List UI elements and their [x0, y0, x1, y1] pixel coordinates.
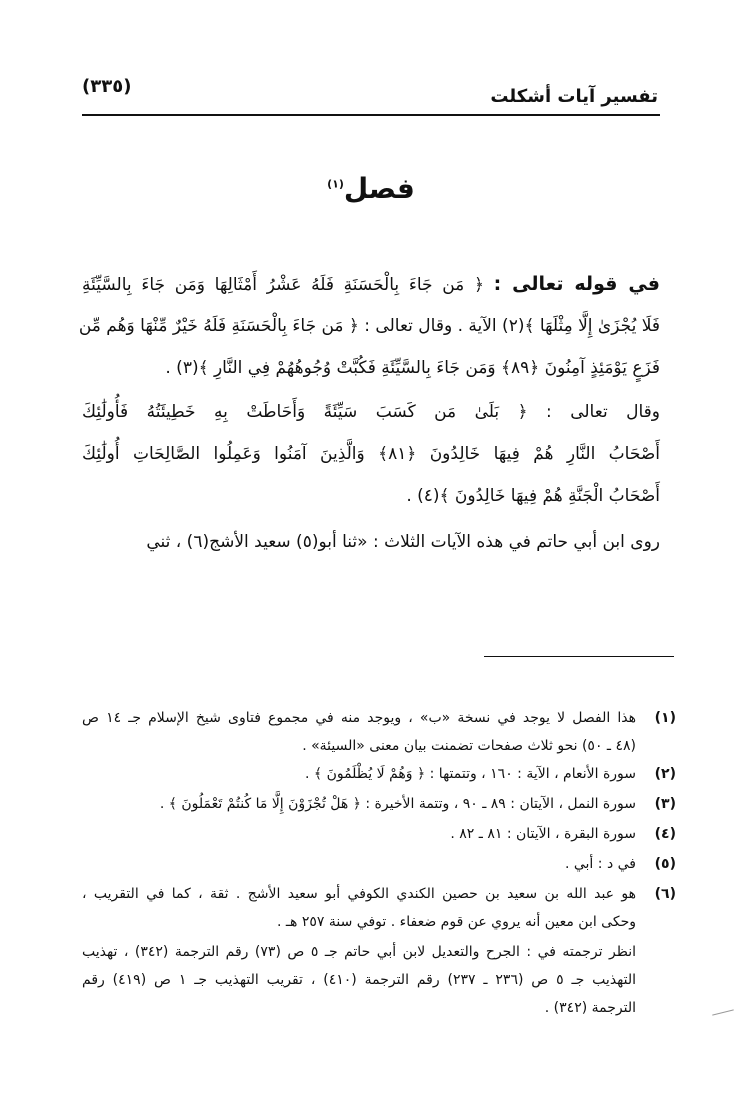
scan-mark — [712, 1009, 734, 1015]
section-heading — [0, 172, 742, 205]
footnote-1 — [82, 706, 676, 730]
section-footnote-ref: (١) — [327, 177, 344, 191]
footnote-text: هو عبد الله بن سعيد بن حصين الكندي الكوفي أبو سعيد الأشج . ثقة ، كما في التقريب ، — [82, 886, 636, 902]
page-number: (٣٣٥) — [82, 76, 132, 97]
body-line-1-text: ﴿ مَن جَاءَ بِالْحَسَنَةِ فَلَهُ عَشْرُ أَمْثَالِهَا وَمَن جَاءَ بِالسَّيِّئَةِ — [82, 275, 484, 295]
running-title: تفسير آيات أشكلت — [490, 86, 658, 107]
header-divider — [82, 114, 660, 116]
body-line-6: أَصْحَابُ الْجَنَّةِ هُمْ فِيهَا خَالِدُونَ ﴾(٤) . — [406, 486, 660, 506]
footnote-text: في د : أبي . — [564, 856, 636, 872]
footnote-6 — [82, 882, 676, 906]
footnote-3 — [82, 792, 676, 816]
footnote-6-cont-3: التهذيب جـ ٥ ص (٢٣٦ ـ ٢٣٧) رقم الترجمة (٤١٠) ، تقريب التهذيب جـ ١ ص (٤١٩) رقم — [82, 972, 636, 988]
footnote-2 — [82, 762, 676, 786]
section-heading-text: فصل — [343, 172, 415, 205]
footnote-number: (٥) — [654, 856, 676, 872]
footnote-text: هذا الفصل لا يوجد في نسخة «ب» ، ويوجد منه في مجموع فتاوى شيخ الإسلام جـ ١٤ ص — [82, 710, 636, 726]
footnote-divider — [484, 656, 674, 657]
footnote-6-cont-4: الترجمة (٣٤٢) . — [544, 1000, 636, 1016]
body-line-4: وقال تعالى : ﴿ بَلَىٰ مَن كَسَبَ سَيِّئَةً وَأَحَاطَتْ بِهِ خَطِيئَتُهُ فَأُولَٰئِكَ — [82, 402, 660, 422]
body-line-1 — [82, 270, 660, 299]
footnote-text: سورة الأنعام ، الآية : ١٦٠ ، وتتمتها : ﴿ وَهُمْ لَا يُظْلَمُونَ ﴾ . — [305, 766, 636, 782]
footnote-5 — [82, 852, 676, 876]
footnote-number: (٣) — [654, 796, 676, 812]
footnote-text: سورة النمل ، الآيتان : ٨٩ ـ ٩٠ ، وتتمة الأخيرة : ﴿ هَلْ تُجْزَوْنَ إِلَّا مَا كُنتُمْ تَعْمَلُونَ ﴾ . — [159, 796, 636, 812]
body-line-2: فَلَا يُجْزَىٰ إِلَّا مِثْلَهَا ﴾(٢) الآية . وقال تعالى : ﴿ مَن جَاءَ بِالْحَسَنَةِ فَلَهُ خَيْرٌ مِّنْهَا وَهُم مِّن — [78, 316, 660, 336]
body-line-3: فَزَعٍ يَوْمَئِذٍ آمِنُونَ ﴿٨٩﴾ وَمَن جَاءَ بِالسَّيِّئَةِ فَكُبَّتْ وُجُوهُهُمْ فِي النَّارِ ﴾(٣) . — [165, 358, 660, 378]
lead-in: في قوله تعالى : — [493, 273, 660, 295]
footnote-4 — [82, 822, 676, 846]
footnote-number: (٤) — [654, 826, 676, 842]
footnote-6-cont-1: وحكى ابن معين أنه يروي عن قوم ضعفاء . توفي سنة ٢٥٧ هـ . — [277, 914, 636, 930]
footnote-text: سورة البقرة ، الآيتان : ٨١ ـ ٨٢ . — [450, 826, 636, 842]
footnote-1-cont: (٤٨ ـ ٥٠) نحو ثلاث صفحات تضمنت بيان معنى «السيئة» . — [302, 738, 636, 754]
body-line-7: روى ابن أبي حاتم في هذه الآيات الثلاث : «ثنا أبو(٥) سعيد الأشج(٦) ، ثني — [146, 532, 660, 552]
footnote-number: (٢) — [654, 766, 676, 782]
footnote-number: (١) — [654, 710, 676, 726]
body-line-5: أَصْحَابُ النَّارِ هُمْ فِيهَا خَالِدُونَ ﴿٨١﴾ وَالَّذِينَ آمَنُوا وَعَمِلُوا الصَّالِحَاتِ أُولَٰئِكَ — [82, 444, 660, 464]
footnote-number: (٦) — [654, 886, 676, 902]
footnote-6-cont-2: انظر ترجمته في : الجرح والتعديل لابن أبي حاتم جـ ٥ ص (٧٣) رقم الترجمة (٣٤٢) ، تهذيب — [82, 944, 636, 960]
